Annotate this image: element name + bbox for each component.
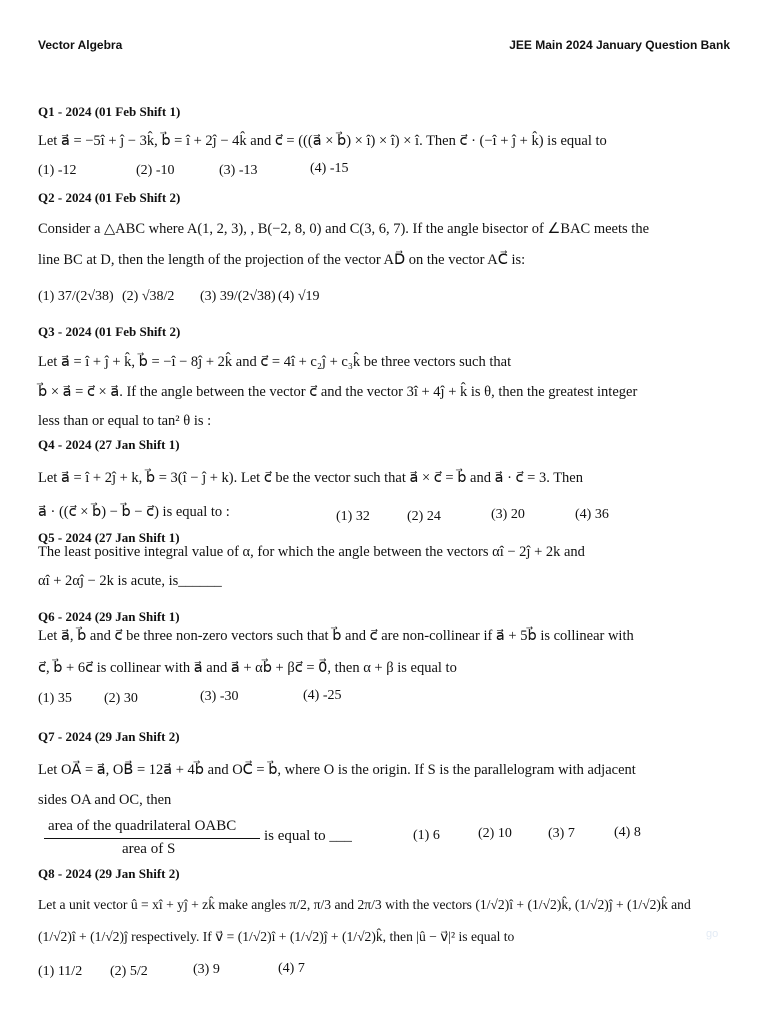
question-8-option-4: (4) 7 bbox=[278, 961, 305, 976]
question-6-option-3: (3) -30 bbox=[200, 689, 239, 704]
question-4-option-2: (2) 24 bbox=[407, 509, 441, 524]
question-3-text-line-3: less than or equal to tan² θ is : bbox=[38, 413, 212, 429]
question-2-title: Q2 - 2024 (01 Feb Shift 2) bbox=[38, 190, 181, 205]
question-2-option-3: (3) 39/(2√38) bbox=[200, 289, 276, 304]
question-1-text: Let a⃗ = −5î + ĵ − 3k̂, b⃗ = î + 2ĵ − 4k̂ and c⃗ = (((a⃗ × b⃗) × î) × î) × î. Then c⃗ · (−î + ĵ + k̂) is equal to bbox=[38, 133, 607, 149]
question-2-option-4: (4) √19 bbox=[278, 289, 320, 304]
question-8-option-2: (2) 5/2 bbox=[110, 964, 148, 979]
question-4-option-1: (1) 32 bbox=[336, 509, 370, 524]
question-3-text-line-2: b⃗ × a⃗ = c⃗ × a⃗. If the angle between the vector c⃗ and the vector 3î + 4ĵ + k̂ is θ, then the greatest integer bbox=[38, 384, 638, 400]
question-2-option-1: (1) 37/(2√38) bbox=[38, 289, 114, 304]
question-6-option-2: (2) 30 bbox=[104, 691, 138, 706]
question-8-option-1: (1) 11/2 bbox=[38, 964, 83, 979]
question-2-text-line-1: Consider a △ABC where A(1, 2, 3), , B(−2, 8, 0) and C(3, 6, 7). If the angle bisector of ∠BAC meets the bbox=[38, 221, 650, 237]
question-5-title: Q5 - 2024 (27 Jan Shift 1) bbox=[38, 530, 180, 545]
question-7-option-3: (3) 7 bbox=[548, 826, 575, 841]
area-ratio-fraction-bar bbox=[44, 838, 260, 839]
watermark-text: go bbox=[706, 928, 719, 940]
question-6-option-4: (4) -25 bbox=[303, 688, 342, 703]
question-7-title: Q7 - 2024 (29 Jan Shift 2) bbox=[38, 729, 180, 744]
question-6-text-line-1: Let a⃗, b⃗ and c⃗ be three non-zero vectors such that b⃗ and c⃗ are non-collinear if a⃗ + 5b⃗ is collinear with bbox=[38, 628, 634, 644]
question-6-text-line-2: c⃗, b⃗ + 6c⃗ is collinear with a⃗ and a⃗ + αb⃗ + βc⃗ = 0⃗, then α + β is equal to bbox=[38, 660, 457, 676]
question-5-text-line-1: The least positive integral value of α, for which the angle between the vectors αî − 2ĵ + 2k and bbox=[38, 544, 585, 560]
question-1-title: Q1 - 2024 (01 Feb Shift 1) bbox=[38, 104, 181, 119]
question-1-option-1: (1) -12 bbox=[38, 163, 77, 178]
question-8-option-3: (3) 9 bbox=[193, 962, 220, 977]
question-4-text-line-1: Let a⃗ = î + 2ĵ + k, b⃗ = 3(î − ĵ + k). Let c⃗ be the vector such that a⃗ × c⃗ = b⃗ and a⃗ · c⃗ = 3. Then bbox=[38, 470, 583, 486]
question-2-text-line-2: line BC at D, then the length of the projection of the vector AD⃗ on the vector AC⃗ is: bbox=[38, 252, 526, 268]
question-4-option-3: (3) 20 bbox=[491, 507, 525, 522]
question-7-text-line-1: Let OA⃗ = a⃗, OB⃗ = 12a⃗ + 4b⃗ and OC⃗ = b⃗, where O is the origin. If S is the parallelogram with adjacent bbox=[38, 762, 636, 778]
question-7-text-line-2: sides OA and OC, then bbox=[38, 792, 172, 808]
header-question-bank: JEE Main 2024 January Question Bank bbox=[509, 38, 730, 52]
question-7-option-4: (4) 8 bbox=[614, 825, 641, 840]
question-4-title: Q4 - 2024 (27 Jan Shift 1) bbox=[38, 437, 180, 452]
question-8-title: Q8 - 2024 (29 Jan Shift 2) bbox=[38, 866, 180, 881]
question-1-option-2: (2) -10 bbox=[136, 163, 175, 178]
question-2-option-2: (2) √38/2 bbox=[122, 289, 175, 304]
question-4-option-4: (4) 36 bbox=[575, 507, 609, 522]
area-ratio-suffix: is equal to ___ bbox=[264, 828, 352, 844]
area-ratio-denominator: area of S bbox=[122, 841, 176, 857]
question-6-option-1: (1) 35 bbox=[38, 691, 72, 706]
question-3-text-line-1: Let a⃗ = î + ĵ + k̂, b⃗ = −î − 8ĵ + 2k̂ and c⃗ = 4î + c₂ĵ + c₃k̂ be three vectors such that bbox=[38, 354, 512, 370]
question-7-option-2: (2) 10 bbox=[478, 826, 512, 841]
question-8-text-line-1: Let a unit vector û = xî + yĵ + zk̂ make angles π/2, π/3 and 2π/3 with the vectors (1/√2)î + (1/√2)k̂, (1/√2)ĵ + (1/√2)k̂ and bbox=[38, 897, 691, 912]
question-1-option-3: (3) -13 bbox=[219, 163, 258, 178]
question-1-option-4: (4) -15 bbox=[310, 161, 349, 176]
header-subject: Vector Algebra bbox=[38, 38, 123, 52]
question-7-option-1: (1) 6 bbox=[413, 828, 440, 843]
question-3-title: Q3 - 2024 (01 Feb Shift 2) bbox=[38, 324, 181, 339]
question-4-text-line-2: a⃗ · ((c⃗ × b⃗) − b⃗ − c⃗) is equal to : bbox=[38, 504, 230, 520]
question-5-text-line-2: αî + 2αĵ − 2k is acute, is______ bbox=[38, 573, 222, 589]
question-6-title: Q6 - 2024 (29 Jan Shift 1) bbox=[38, 609, 180, 624]
question-8-text-line-2: (1/√2)î + (1/√2)ĵ respectively. If v⃗ = (1/√2)î + (1/√2)ĵ + (1/√2)k̂, then |û − v⃗|² is equal to bbox=[38, 929, 515, 944]
area-ratio-numerator: area of the quadrilateral OABC bbox=[48, 818, 237, 834]
